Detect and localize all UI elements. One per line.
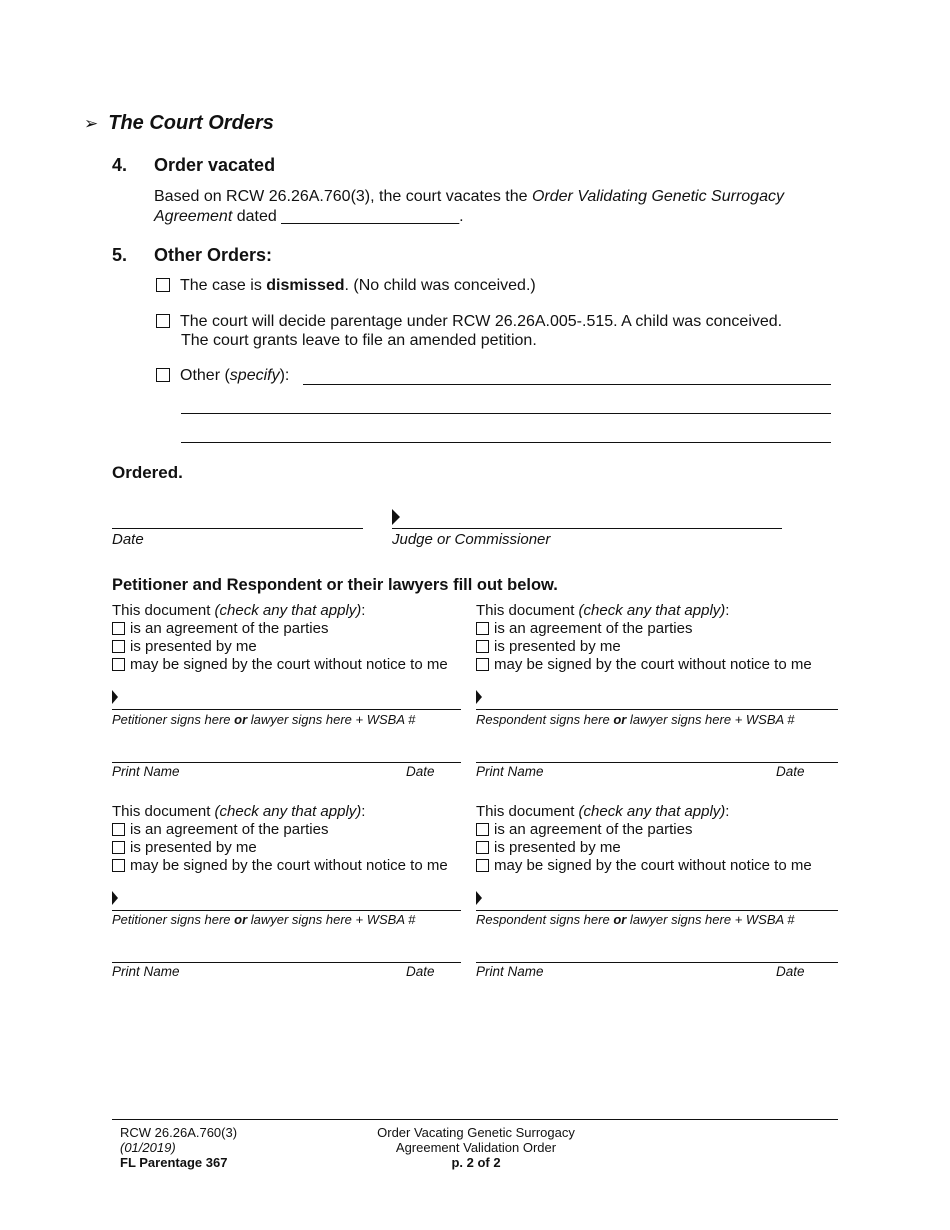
option-decide-parentage [156, 312, 782, 332]
doc-option-presented [112, 638, 467, 656]
footer-center [326, 1125, 626, 1170]
doc-intro-italic: (check any that apply) [578, 803, 726, 820]
fill-out-heading: Petitioner and Respondent or their lawyers fill out below. [112, 576, 558, 594]
checkbox-dismissed[interactable] [156, 278, 170, 292]
caption-post: lawyer signs here + WSBA # [247, 712, 416, 727]
judge-label: Judge or Commissioner [392, 531, 551, 548]
checkbox-without-notice[interactable] [112, 658, 125, 671]
doc-option-without-notice-label: may be signed by the court without notice to me [130, 656, 448, 673]
doc-option-presented [476, 638, 841, 656]
print-name-label: Print Name [476, 764, 544, 779]
checkbox-agreement[interactable] [476, 622, 489, 635]
checkbox-agreement[interactable] [112, 622, 125, 635]
checkbox-agreement[interactable] [112, 823, 125, 836]
section-arrow-icon: ➢ [84, 114, 99, 133]
doc-option-agreement [112, 620, 467, 638]
respondent-sign-caption-2 [476, 912, 795, 927]
item4-paragraph [154, 187, 854, 227]
footer-rule [112, 1119, 838, 1120]
print-date-label: Date [776, 964, 805, 979]
doc-intro [112, 602, 467, 620]
doc-option-agreement-label: is an agreement of the parties [130, 821, 329, 838]
checkbox-presented[interactable] [112, 640, 125, 653]
checkbox-presented[interactable] [112, 841, 125, 854]
doc-option-presented-label: is presented by me [494, 638, 621, 655]
respondent-print-name-line-2[interactable] [476, 962, 838, 963]
option-other-specify: specify [229, 367, 280, 384]
petitioner-sign-arrow-icon [112, 690, 118, 704]
doc-intro-text: This document [112, 803, 215, 820]
respondent-print-name-line-1[interactable] [476, 762, 838, 763]
print-name-label: Print Name [476, 964, 544, 979]
ordered-label: Ordered. [112, 463, 183, 482]
other-specify-line-2[interactable] [181, 413, 831, 414]
item4-order-title: Order Validating Genetic Surrogacy [531, 188, 784, 205]
petitioner-sign-caption-2 [112, 912, 415, 927]
print-date-label: Date [406, 964, 435, 979]
petitioner-signature-line-1[interactable] [112, 709, 461, 710]
doc-intro [476, 602, 841, 620]
option-other-text: Other ( [180, 367, 230, 384]
respondent-sign-arrow-icon [476, 891, 482, 905]
print-date-label: Date [406, 764, 435, 779]
checkbox-without-notice[interactable] [476, 658, 489, 671]
judge-signature-line[interactable] [392, 528, 782, 529]
doc-option-agreement-label: is an agreement of the parties [494, 620, 693, 637]
doc-intro-colon: : [361, 602, 366, 619]
petitioner-print-name-line-1[interactable] [112, 762, 461, 763]
respondent-doc-block-2 [476, 803, 841, 875]
doc-option-presented-label: is presented by me [494, 839, 621, 856]
section-header [84, 112, 274, 135]
date-signature-line[interactable] [112, 528, 363, 529]
doc-intro-colon: : [725, 803, 730, 820]
doc-option-agreement-label: is an agreement of the parties [494, 821, 693, 838]
doc-option-agreement-label: is an agreement of the parties [130, 620, 329, 637]
caption-pre: Petitioner signs here [112, 912, 235, 927]
doc-intro-colon: : [725, 602, 730, 619]
doc-intro-text: This document [476, 803, 579, 820]
doc-option-without-notice-label: may be signed by the court without notice to me [494, 656, 812, 673]
respondent-signature-line-1[interactable] [476, 709, 838, 710]
caption-bold: or [234, 712, 248, 727]
footer-statute: RCW 26.26A.760(3) [120, 1125, 238, 1140]
footer-page-number: p. 2 of 2 [451, 1155, 501, 1170]
respondent-sign-arrow-icon [476, 690, 482, 704]
option-dismissed-note: . (No child was conceived.) [344, 277, 536, 294]
doc-option-agreement [112, 821, 467, 839]
doc-option-without-notice [112, 656, 467, 674]
option-parentage-line2: The court grants leave to file an amended petition. [181, 332, 537, 349]
caption-pre: Respondent signs here [476, 712, 614, 727]
checkbox-other[interactable] [156, 368, 170, 382]
print-name-label: Print Name [112, 964, 180, 979]
doc-option-without-notice [476, 656, 841, 674]
doc-intro-italic: (check any that apply) [214, 803, 362, 820]
doc-option-agreement [476, 620, 841, 638]
checkbox-presented[interactable] [476, 841, 489, 854]
petitioner-doc-block-1 [112, 602, 467, 674]
checkbox-without-notice[interactable] [476, 859, 489, 872]
checkbox-without-notice[interactable] [112, 859, 125, 872]
doc-option-presented [476, 839, 841, 857]
respondent-signature-line-2[interactable] [476, 910, 838, 911]
item4-agreement-word: Agreement [154, 208, 233, 225]
item4-title: Order vacated [154, 155, 276, 175]
print-date-label: Date [776, 764, 805, 779]
item4-text: Based on RCW 26.26A.760(3), the court vacates the [154, 188, 532, 205]
petitioner-doc-block-2 [112, 803, 467, 875]
caption-pre: Petitioner signs here [112, 712, 235, 727]
other-specify-line-3[interactable] [181, 442, 831, 443]
option-dismissed-text: The case is [180, 277, 267, 294]
item4-dated-blank: dated ____________________. [232, 208, 464, 225]
item5-number: 5. [112, 245, 128, 265]
caption-pre: Respondent signs here [476, 912, 614, 927]
respondent-sign-caption-1 [476, 712, 795, 727]
footer-left [120, 1125, 237, 1170]
option-dismissed-bold: dismissed [266, 277, 345, 294]
footer-form-number: FL Parentage 367 [120, 1155, 228, 1170]
doc-intro-text: This document [476, 602, 579, 619]
checkbox-agreement[interactable] [476, 823, 489, 836]
footer-revision-date: (01/2019) [120, 1140, 176, 1155]
doc-intro-italic: (check any that apply) [578, 602, 726, 619]
petitioner-sign-arrow-icon [112, 891, 118, 905]
doc-intro [476, 803, 841, 821]
other-specify-line-1[interactable] [303, 384, 831, 385]
footer-form-title-1: Order Vacating Genetic Surrogacy [377, 1125, 575, 1140]
doc-intro-colon: : [361, 803, 366, 820]
option-dismissed [156, 277, 536, 295]
item5-title: Other Orders: [154, 245, 273, 265]
doc-intro-italic: (check any that apply) [214, 602, 362, 619]
print-name-label: Print Name [112, 764, 180, 779]
doc-option-without-notice [476, 857, 841, 875]
item4-number: 4. [112, 155, 128, 175]
caption-bold: or [613, 712, 627, 727]
option-other-colon: ): [279, 367, 290, 384]
checkbox-presented[interactable] [476, 640, 489, 653]
judge-sign-arrow-icon [392, 509, 400, 525]
doc-option-presented-label: is presented by me [130, 839, 257, 856]
petitioner-signature-line-2[interactable] [112, 910, 461, 911]
petitioner-print-name-line-2[interactable] [112, 962, 461, 963]
caption-bold: or [234, 912, 248, 927]
footer-form-title-2: Agreement Validation Order [395, 1140, 557, 1155]
caption-post: lawyer signs here + WSBA # [626, 712, 795, 727]
option-other [156, 367, 289, 385]
section-title: The Court Orders [108, 112, 274, 134]
petitioner-sign-caption-1 [112, 712, 415, 727]
doc-option-without-notice-label: may be signed by the court without notice to me [494, 857, 812, 874]
doc-option-presented-label: is presented by me [130, 638, 257, 655]
doc-option-agreement [476, 821, 841, 839]
caption-bold: or [613, 912, 627, 927]
date-label: Date [112, 531, 144, 548]
doc-option-presented [112, 839, 467, 857]
respondent-doc-block-1 [476, 602, 841, 674]
checkbox-decide-parentage[interactable] [156, 314, 170, 328]
caption-post: lawyer signs here + WSBA # [626, 912, 795, 927]
caption-post: lawyer signs here + WSBA # [247, 912, 416, 927]
option-parentage-line1: The court will decide parentage under RCW 26.26A.005-.515. A child was conceived. [180, 313, 783, 330]
doc-option-without-notice [112, 857, 467, 875]
doc-option-without-notice-label: may be signed by the court without notice to me [130, 857, 448, 874]
doc-intro-text: This document [112, 602, 215, 619]
doc-intro [112, 803, 467, 821]
